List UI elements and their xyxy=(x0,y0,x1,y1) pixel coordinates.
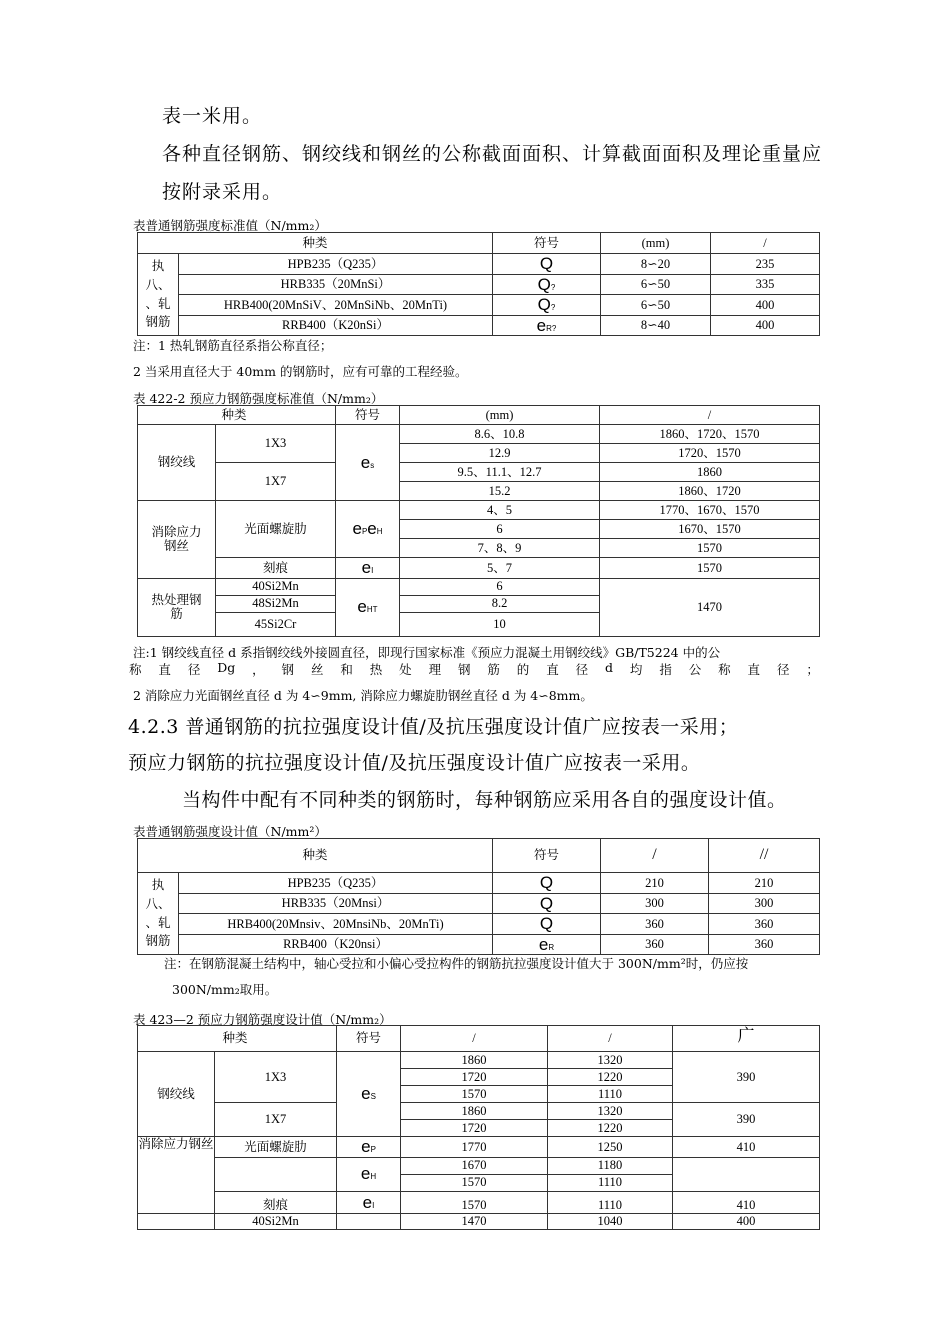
t2-g3-r0-d: 6 xyxy=(400,578,600,595)
t2-g1: 钢绞线 xyxy=(138,425,216,501)
t4-g1a: 1X3 xyxy=(215,1052,337,1103)
t2-g1b: 1X7 xyxy=(216,463,336,501)
t1-r1-d: 6∽50 xyxy=(601,274,711,295)
t4-g2-r2-a: 1570 xyxy=(401,1174,548,1191)
t2-g3-r1-d: 8.2 xyxy=(400,595,600,612)
t2-g3-r0-n: 40Si2Mn xyxy=(216,578,336,595)
t4-g2-c-blank xyxy=(673,1157,820,1191)
para-2: 各种直径钢筋、钢绞线和钢丝的公称截面面积、计算截面面积及理论重量应 xyxy=(162,143,823,165)
t4-g1-r1-b: 1220 xyxy=(548,1069,673,1086)
t2-g2-r1-v: 1670、1570 xyxy=(600,520,820,539)
table3 xyxy=(137,838,820,955)
t3-h-kind: 种类 xyxy=(138,839,493,873)
t2-g1-r1-d: 12.9 xyxy=(400,444,600,463)
t1-r0-v: 235 xyxy=(711,254,820,275)
t1-r2-d: 6∽50 xyxy=(601,295,711,316)
t2-g3-sym: eHT xyxy=(336,578,400,636)
t2-h-d: (mm) xyxy=(400,406,600,425)
t3-r3-sym: eR xyxy=(493,934,601,955)
t4-g2: 消除应力钢丝 xyxy=(138,1137,215,1192)
t1-h-d: (mm) xyxy=(601,233,711,254)
t3-r3-a: 360 xyxy=(601,934,709,955)
t2-h-empty xyxy=(138,406,216,425)
t4-g3-a: 1470 xyxy=(401,1213,548,1229)
t2-g3: 热处理钢筋 xyxy=(138,578,216,636)
t3-h-a: / xyxy=(601,839,709,873)
t2-g2: 消除应力钢丝 xyxy=(138,501,216,579)
t2-g2b-d: 5、7 xyxy=(400,558,600,579)
t2-g2b-sym: eI xyxy=(336,558,400,579)
t4-g1-c1: 390 xyxy=(673,1052,820,1103)
t4-h-kind: 种类 xyxy=(215,1026,337,1052)
t3-r0-sym: Q xyxy=(493,873,601,894)
t1-r1-name: HRB335（20MnSi） xyxy=(179,274,493,295)
t4-g1-r2-a: 1570 xyxy=(401,1086,548,1103)
t1-group: 执 八、 、轧 钢筋 xyxy=(138,254,179,336)
t2-g1-r1-v: 1720、1570 xyxy=(600,444,820,463)
t4-g2b-c: 410 xyxy=(673,1191,820,1213)
t4-h-a: / xyxy=(401,1026,548,1052)
t1-h-sym: 符号 xyxy=(493,233,601,254)
t2-h-sym: 符号 xyxy=(336,406,400,425)
section-line-1: 4.2.3 普通钢筋的抗拉强度设计值/及抗压强度设计值广应按表一采用； xyxy=(128,716,739,738)
t2-g2a: 光面螺旋肋 xyxy=(216,501,336,558)
t3-r1-sym: Q xyxy=(493,893,601,914)
t2-g2-r2-v: 1570 xyxy=(600,539,820,558)
t2-g3-v: 1470 xyxy=(600,578,820,636)
table3-caption: 表普通钢筋强度设计值（N/mm²） xyxy=(133,824,327,839)
t4-g2a: 光面螺旋肋 xyxy=(215,1137,337,1158)
t1-r0-sym: Q xyxy=(493,254,601,275)
t4-h-b: / xyxy=(548,1026,673,1052)
t2-g1a: 1X3 xyxy=(216,425,336,463)
t4-g1-r4-b: 1220 xyxy=(548,1120,673,1137)
t3-h-sym: 符号 xyxy=(493,839,601,873)
t4-g2-symP: eP xyxy=(337,1137,401,1158)
table1-caption: 表普通钢筋强度标准值（N/mm₂） xyxy=(133,218,327,233)
t3-note: 注：在钢筋混凝土结构中，轴心受拉和小偏心受拉构件的钢筋抗拉强度设计值大于 300N/mm²时，仍应按 xyxy=(164,956,749,971)
t4-h-sym: 符号 xyxy=(337,1026,401,1052)
t3-h-b: // xyxy=(709,839,820,873)
t4-g2-r0-b: 1250 xyxy=(548,1137,673,1158)
para-3: 按附录采用。 xyxy=(162,181,283,203)
t2-g2-r0-d: 4、5 xyxy=(400,501,600,520)
t1-note-1: 注：1 热轧钢筋直径系指公称直径； xyxy=(133,338,333,353)
t3-r3-name: RRB400（K20nsi） xyxy=(179,934,493,955)
t4-g2-blank xyxy=(215,1157,337,1191)
t1-r2-sym: Q? xyxy=(493,295,601,316)
t4-g2b-left xyxy=(138,1191,215,1213)
t2-g1-r3-d: 15.2 xyxy=(400,482,600,501)
t4-g2b-b: 1110 xyxy=(548,1191,673,1213)
t3-r1-name: HRB335（20Mnsi） xyxy=(179,893,493,914)
t4-g2-symH: eH xyxy=(337,1157,401,1191)
t4-g3-b: 1040 xyxy=(548,1213,673,1229)
t4-g2b-a: 1570 xyxy=(401,1191,548,1213)
t4-g1-r3-b: 1320 xyxy=(548,1103,673,1120)
table2-caption: 表 422-2 预应力钢筋强度标准值（N/mm₂） xyxy=(133,391,384,406)
table4-caption: 表 423—2 预应力钢筋强度设计值（N/mm₂） xyxy=(133,1012,392,1027)
t1-r2-name: HRB400(20MnSiV、20MnSiNb、20MnTi) xyxy=(179,295,493,316)
t4-g1-r0-b: 1320 xyxy=(548,1052,673,1069)
t4-g3-n: 40Si2Mn xyxy=(215,1213,337,1229)
t1-r0-name: HPB235（Q235） xyxy=(179,254,493,275)
t4-g3-c: 400 xyxy=(673,1213,820,1229)
t1-r1-v: 335 xyxy=(711,274,820,295)
t2-g2-r0-v: 1770、1670、1570 xyxy=(600,501,820,520)
t1-h-v: / xyxy=(711,233,820,254)
t2-g1-r2-v: 1860 xyxy=(600,463,820,482)
t2-g2-r2-d: 7、8、9 xyxy=(400,539,600,558)
t3-r0-a: 210 xyxy=(601,873,709,894)
t2-g3-r2-n: 45Si2Cr xyxy=(216,612,336,636)
t4-g1-c2: 390 xyxy=(673,1103,820,1137)
t4-g3-sym xyxy=(337,1213,401,1229)
t1-r3-name: RRB400（K20nSi） xyxy=(179,315,493,336)
t4-g2-r0-c: 410 xyxy=(673,1137,820,1158)
t3-r2-a: 360 xyxy=(601,914,709,935)
t4-g1: 钢绞线 xyxy=(138,1052,215,1137)
t4-h-c: 广 xyxy=(673,1026,820,1052)
section-line-2: 预应力钢筋的抗拉强度设计值/及抗压强度设计值广应按表一采用。 xyxy=(128,752,701,774)
t1-r2-v: 400 xyxy=(711,295,820,316)
t4-g1-r3-a: 1860 xyxy=(401,1103,548,1120)
table4 xyxy=(137,1025,820,1230)
t1-r3-sym: eR? xyxy=(493,315,601,336)
t1-r0-d: 8∽20 xyxy=(601,254,711,275)
t2-g1-r3-v: 1860、1720 xyxy=(600,482,820,501)
t3-r1-a: 300 xyxy=(601,893,709,914)
t4-g1-r1-a: 1720 xyxy=(401,1069,548,1086)
t3-r2-name: HRB400(20Mnsiv、20MnsiNb、20MnTi) xyxy=(179,914,493,935)
t2-note-2: 2 消除应力光面钢丝直径 d 为 4∽9mm, 消除应力螺旋肋钢丝直径 d 为 4∽8mm。 xyxy=(133,688,593,703)
section-line-3: 当构件中配有不同种类的钢筋时，每种钢筋应采用各自的强度设计值。 xyxy=(182,789,787,811)
t4-g1-r0-a: 1860 xyxy=(401,1052,548,1069)
t2-h-v: / xyxy=(600,406,820,425)
t2-g2-r1-d: 6 xyxy=(400,520,600,539)
t2-h-kind: 种类 xyxy=(216,406,336,425)
t2-g3-r2-d: 10 xyxy=(400,612,600,636)
t3-r2-sym: Q xyxy=(493,914,601,935)
t2-g3-r1-n: 48Si2Mn xyxy=(216,595,336,612)
t3-note-2: 300N/mm₂取用。 xyxy=(172,982,278,997)
t4-g2-r2-b: 1110 xyxy=(548,1174,673,1191)
t4-g2b-sym: eI xyxy=(337,1191,401,1213)
t1-h-kind: 种类 xyxy=(138,233,493,254)
t2-g1-r0-v: 1860、1720、1570 xyxy=(600,425,820,444)
t3-r1-b: 300 xyxy=(709,893,820,914)
t2-note-1: 注:1 钢绞线直径 d 系指钢绞线外接圆直径，即现行国家标准《预应力混凝土用钢绞线》GB/T5224 中的公 xyxy=(133,645,721,660)
t1-r3-v: 400 xyxy=(711,315,820,336)
t4-g1b: 1X7 xyxy=(215,1103,337,1137)
t3-r0-b: 210 xyxy=(709,873,820,894)
t4-g3-left xyxy=(138,1213,215,1229)
table1 xyxy=(137,232,820,336)
t2-g2b-v: 1570 xyxy=(600,558,820,579)
t4-g2b: 刻痕 xyxy=(215,1191,337,1213)
t2-g2b: 刻痕 xyxy=(216,558,336,579)
t4-g1-sym: eS xyxy=(337,1052,401,1137)
table2 xyxy=(137,405,820,637)
t4-g1-r2-b: 1110 xyxy=(548,1086,673,1103)
t1-note-2: 2 当采用直径大于 40mm 的钢筋时，应有可靠的工程经验。 xyxy=(133,364,468,379)
t2-g1-r2-d: 9.5、11.1、12.7 xyxy=(400,463,600,482)
t4-g2-r1-a: 1670 xyxy=(401,1157,548,1174)
t1-r3-d: 8∽40 xyxy=(601,315,711,336)
t2-note-1b: 称 直 径 Dg ， 钢 丝 和 热 处 理 钢 筋 的 直 径 d 均 指 公 称 直 径 ； xyxy=(129,660,819,677)
t4-g1-r4-a: 1720 xyxy=(401,1120,548,1137)
t2-g1-sym: es xyxy=(336,425,400,501)
t1-r1-sym: Q? xyxy=(493,274,601,295)
t2-g1-r0-d: 8.6、10.8 xyxy=(400,425,600,444)
t3-r2-b: 360 xyxy=(709,914,820,935)
t3-group: 执 八、 、轧 钢筋 xyxy=(138,873,179,955)
t3-r0-name: HPB235（Q235） xyxy=(179,873,493,894)
t3-r3-b: 360 xyxy=(709,934,820,955)
para-1: 表一米用。 xyxy=(162,105,263,127)
t4-g2-r0-a: 1770 xyxy=(401,1137,548,1158)
t2-g2-sym: ePeH xyxy=(336,501,400,558)
t4-h-empty xyxy=(138,1026,215,1052)
t4-g2-r1-b: 1180 xyxy=(548,1157,673,1174)
